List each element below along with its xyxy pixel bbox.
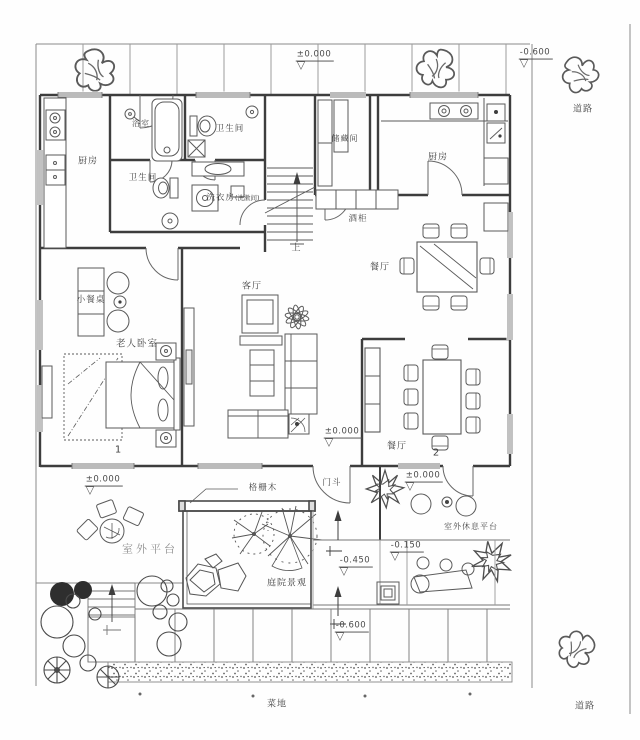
room-label-wine-cabinet: 酒柜 [348,213,368,224]
elevation-value: -0.450 [339,556,373,568]
elevation-value: -0.600 [519,48,553,60]
room-label-toilet-upper: 卫生间 [215,123,245,134]
annotation-stairs-up: 上 [291,243,301,254]
plant-flower [285,305,310,330]
elevation-triangle-icon: ▽ [296,58,306,72]
room-label-elder-bedroom: 老人卧室 [115,338,159,350]
room-label-kitchen-right: 厨房 [427,152,449,163]
room-label-dining-lower: 餐厅 [386,441,408,452]
elevation-triangle-icon: ▽ [405,479,415,493]
walls [40,95,510,540]
room-label-suffix-laundry: (洗漱间) [234,193,260,202]
elevation-value: -0.600 [335,621,369,633]
room-label-vestibule: 门斗 [322,477,342,488]
room-label-dining-upper: 餐厅 [369,262,391,273]
elevation-triangle-icon: ▽ [85,483,95,497]
room-label-road-bottom: 道路 [574,701,596,712]
walkway-arrows [326,510,349,629]
elevation-value: ±0.000 [296,50,334,62]
dining-table-upper [400,224,494,310]
outdoor-right [313,470,520,629]
courtyard-rocks [186,554,246,596]
paving [88,583,512,698]
room-label-toilet-lower: 卫生间 [128,172,158,183]
pinwheel-tree [44,657,70,683]
room-label-outdoor-platform: 室外平台 [122,542,178,556]
living-room-furniture [184,295,317,438]
room-label-outdoor-rest-platform: 室外休息平台 [444,522,498,531]
room-label-courtyard-landscape: 庭院景观 [266,578,308,589]
elevation-triangle-icon: ▽ [390,549,400,563]
elevation-triangle-icon: ▽ [519,56,529,70]
staircase [265,168,315,244]
room-label-laundry: 洗衣房(洗漱间) [206,192,260,203]
elevation-triangle-icon: ▽ [335,629,345,643]
bedroom-furniture [42,268,180,447]
outdoor-platform-left [36,499,183,583]
room-label-storage: 储藏间 [331,134,359,143]
room-label-wood-grille: 格栅木 [248,482,278,493]
annotation-bed-number: 1 [114,444,122,456]
wine-cabinet-counter [316,190,398,209]
storage-shelves [318,100,348,186]
kitchen-right-fixtures [381,98,508,231]
dining-table-lower [365,345,480,450]
room-label-small-dining-table: 小餐桌 [76,294,106,305]
elevation-value: ±0.000 [324,427,362,439]
elevation-triangle-icon: ▽ [324,435,334,449]
elevation-value: ±0.000 [405,471,443,483]
room-label-bath: 浴室 [132,119,150,128]
room-label-kitchen-left: 厨房 [77,156,99,167]
room-label-vegetable-plot: 菜地 [266,699,288,710]
elevation-value: -0.150 [390,541,424,553]
annotation-table-number: 2 [432,447,440,459]
courtyard [179,489,322,608]
elevation-triangle-icon: ▽ [339,564,349,578]
elevation-value: ±0.000 [85,475,123,487]
room-label-road-top: 道路 [572,104,594,115]
kitchen-left-fixtures [44,98,66,248]
steps-left [88,583,135,662]
room-label-living: 客厅 [241,281,263,292]
bathroom-fixtures [125,99,258,229]
